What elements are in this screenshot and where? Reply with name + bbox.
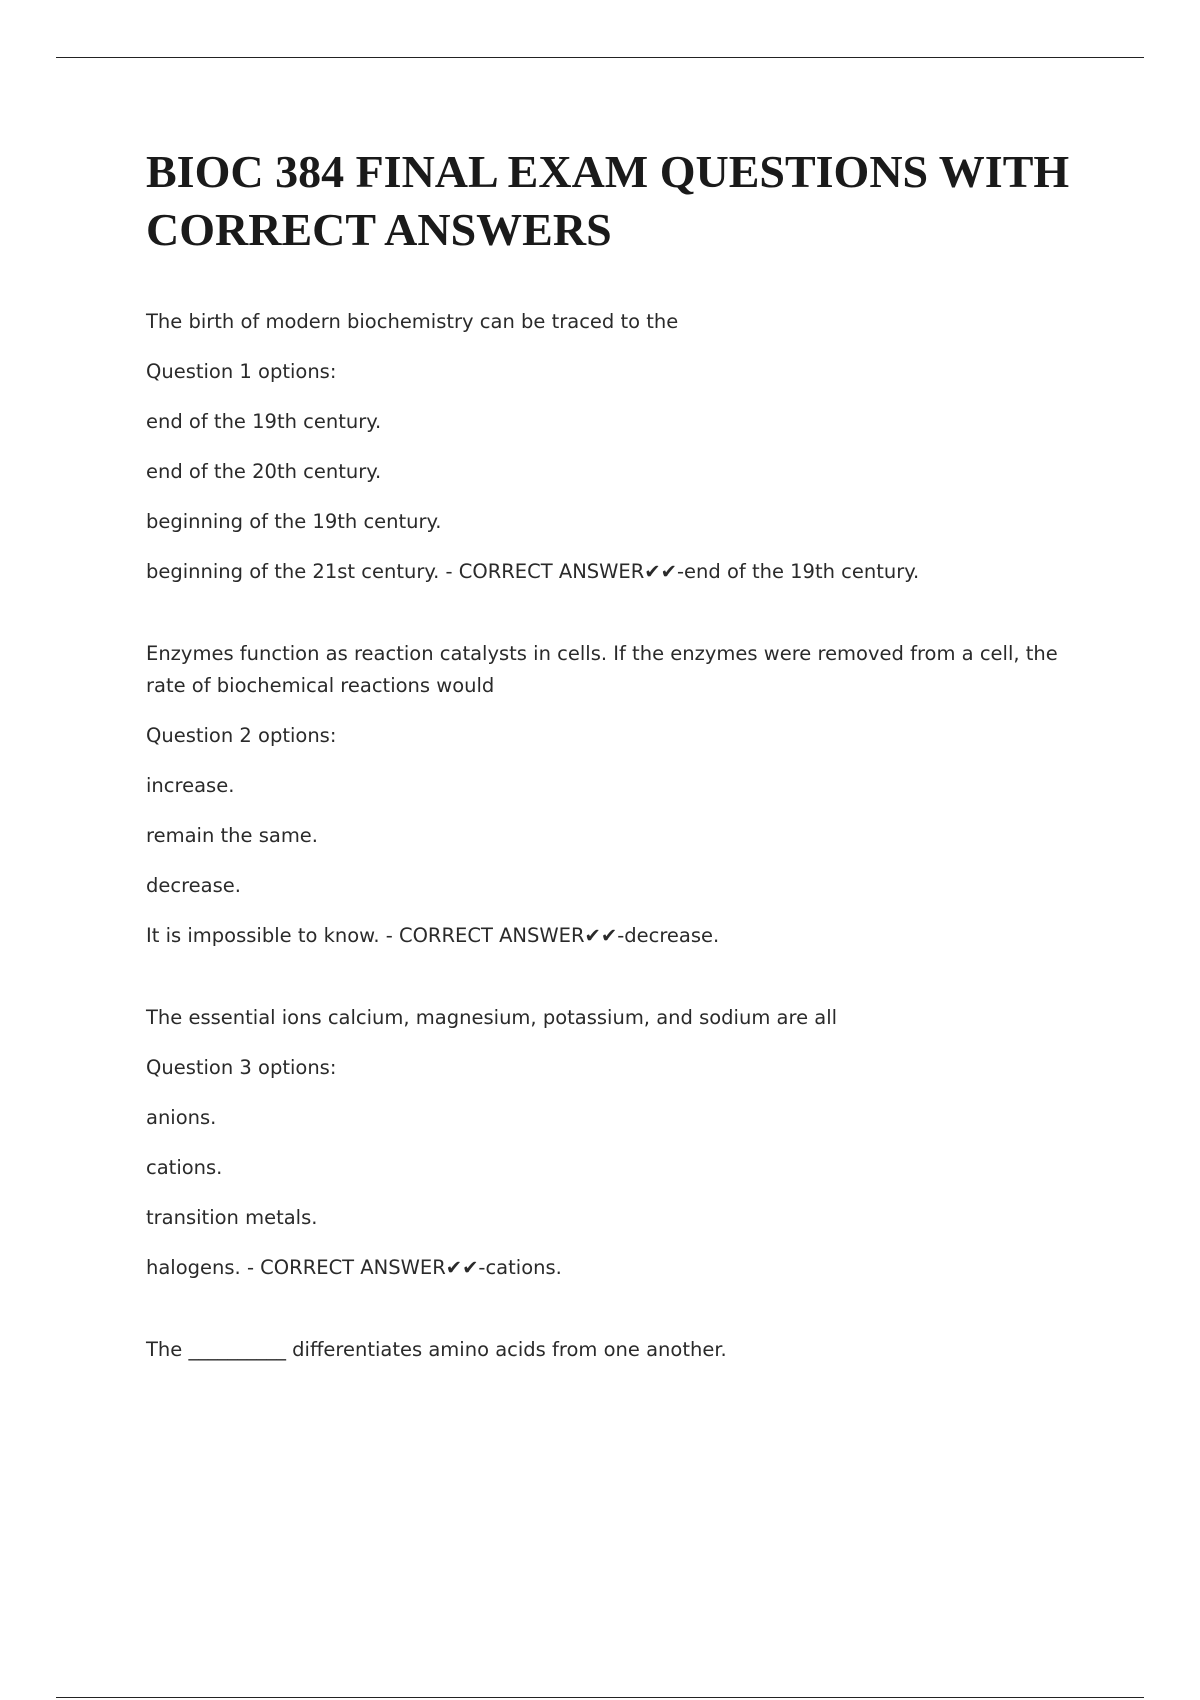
option-with-correct-answer: It is impossible to know. - CORRECT ANSWER✔✔-decrease.: [146, 924, 720, 947]
option: decrease.: [146, 874, 241, 897]
option: remain the same.: [146, 824, 319, 847]
question-prompt: Enzymes function as reaction catalysts in cells. If the enzymes were removed from a cell, the rate of biochemical reactions would: [146, 642, 1058, 697]
options-label: Question 2 options:: [146, 724, 337, 747]
option: increase.: [146, 774, 235, 797]
header-rule: [56, 57, 1144, 58]
question-prompt: The essential ions calcium, magnesium, potassium, and sodium are all: [146, 1006, 838, 1029]
option: end of the 19th century.: [146, 410, 382, 433]
question-prompt: The __________ differentiates amino acids from one another.: [146, 1338, 727, 1361]
footer-rule: [56, 1697, 1144, 1698]
options-label: Question 1 options:: [146, 360, 337, 383]
option: anions.: [146, 1106, 217, 1129]
question-block-4: [146, 1334, 1086, 1366]
document-body: [146, 306, 1086, 1366]
question-block-1: [146, 306, 1086, 588]
option: beginning of the 19th century.: [146, 510, 442, 533]
option: cations.: [146, 1156, 223, 1179]
question-block-3: [146, 1002, 1086, 1284]
question-prompt: The birth of modern biochemistry can be traced to the: [146, 310, 679, 333]
option: transition metals.: [146, 1206, 318, 1229]
options-label: Question 3 options:: [146, 1056, 337, 1079]
option: end of the 20th century.: [146, 460, 382, 483]
option-with-correct-answer: beginning of the 21st century. - CORRECT ANSWER✔✔-end of the 19th century.: [146, 560, 920, 583]
question-block-2: [146, 638, 1086, 952]
option-with-correct-answer: halogens. - CORRECT ANSWER✔✔-cations.: [146, 1256, 562, 1279]
document-title: BIOC 384 FINAL EXAM QUESTIONS WITH CORRECT ANSWERS: [146, 146, 1070, 255]
